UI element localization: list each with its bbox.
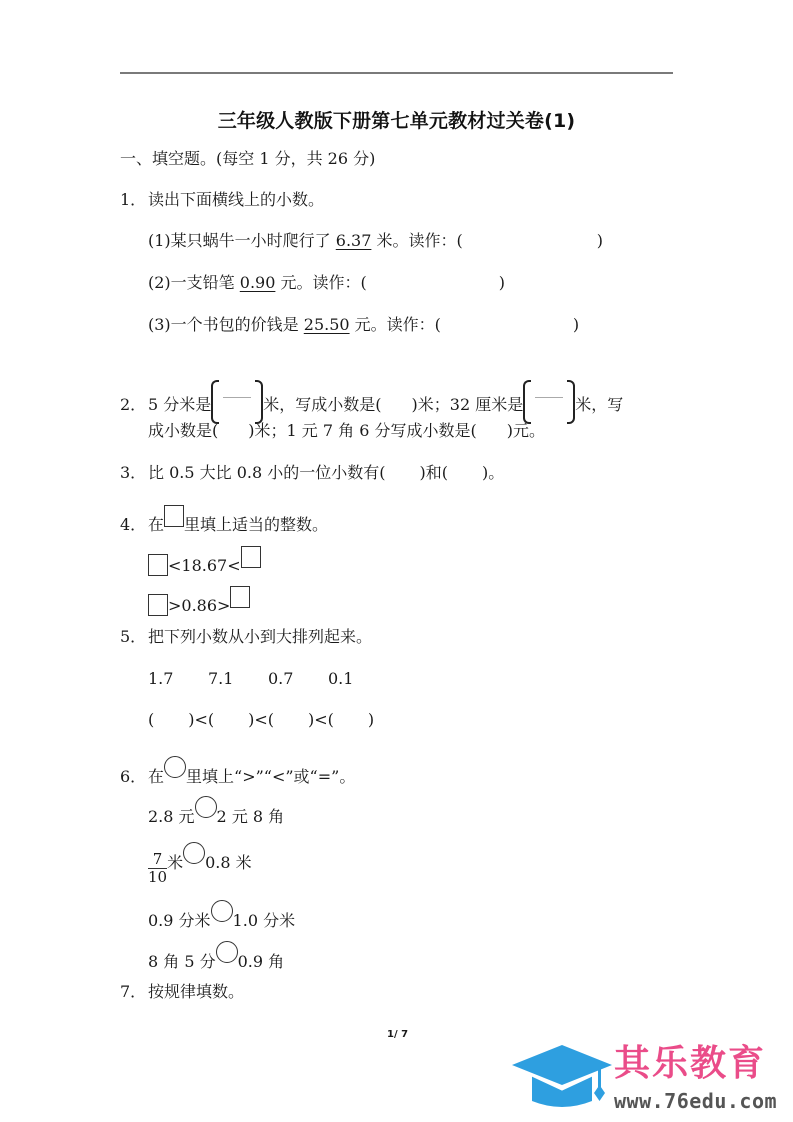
square-box-icon (164, 505, 184, 527)
question-4-row-1 (148, 546, 261, 577)
question-3 (120, 462, 504, 484)
section-heading: 一、填空题。(每空 1 分，共 26 分) (120, 149, 376, 168)
question-4 (120, 505, 328, 536)
question-4-row-2 (148, 586, 250, 617)
watermark-brand-name: 其乐教育 (614, 1043, 767, 1084)
comparison-item (148, 842, 252, 886)
question-5-numbers (148, 668, 368, 690)
compare-left: 8 角 5 分 (148, 952, 216, 971)
question-text: 里填上适当的整数。 (184, 515, 329, 534)
question-number: 3． (120, 463, 147, 482)
question-text: )。 (481, 463, 505, 482)
question-1-sub-1 (148, 230, 603, 252)
compare-circle[interactable] (211, 900, 233, 922)
question-text: )米；1 元 7 角 6 分写成小数是( (248, 421, 477, 440)
page-number: 1/ 7 (387, 1029, 409, 1040)
number-item: 0.7 (268, 669, 294, 688)
sub-text: (1)某只蜗牛一小时爬行了 (148, 231, 336, 250)
question-text: 里填上“>”“<”或“=”。 (186, 767, 356, 786)
paren-close: ) (367, 710, 375, 729)
question-text: 米，写 (575, 395, 624, 414)
sub-text: 元。读作：( (275, 273, 367, 292)
question-text: 成小数是( (148, 421, 219, 440)
bracket-right-icon (255, 380, 263, 424)
question-text: 按规律填数。 (148, 982, 245, 1001)
question-7 (120, 981, 244, 1003)
comparison-item (148, 900, 295, 932)
question-1-sub-2 (148, 272, 505, 294)
question-number: 6． (120, 767, 147, 786)
fraction (148, 851, 167, 886)
inequality-text: >0.86> (168, 596, 231, 615)
number-item: 1.7 (148, 669, 174, 688)
question-text: 在 (148, 515, 165, 534)
sub-text: 米。读作：( (371, 231, 463, 250)
fraction-bar (535, 397, 563, 398)
comparison-item (148, 941, 284, 973)
less-than-separator: )<( (248, 710, 275, 729)
compare-right: 1.0 分米 (232, 911, 296, 930)
compare-left: 米 (167, 853, 184, 872)
header-rule (120, 72, 673, 74)
fraction-denominator: 10 (148, 868, 168, 886)
compare-circle[interactable] (183, 842, 205, 864)
question-1 (120, 189, 324, 211)
fraction-numerator: 7 (148, 851, 167, 869)
paren-close: ) (596, 231, 603, 250)
inequality-text: <18.67< (168, 556, 241, 575)
compare-left: 0.9 分米 (148, 911, 211, 930)
question-text: 米，写成小数是( (263, 395, 382, 414)
bracket-left-icon (211, 380, 219, 424)
paren-open: ( (148, 710, 155, 729)
answer-box[interactable] (148, 594, 168, 616)
question-number: 2． (120, 395, 147, 414)
underlined-value: 0.90 (239, 273, 276, 292)
compare-circle[interactable] (195, 796, 217, 818)
sub-text: (2)一支铅笔 (148, 273, 240, 292)
answer-box[interactable] (230, 586, 250, 608)
underlined-value: 25.50 (303, 315, 350, 334)
fraction-bar (223, 397, 251, 398)
paren-close: ) (572, 315, 580, 334)
answer-box[interactable] (241, 546, 261, 568)
question-text: )元。 (506, 421, 545, 440)
question-5-ordering (148, 709, 374, 731)
sub-text: (3)一个书包的价钱是 (148, 315, 304, 334)
number-item: 0.1 (328, 669, 354, 688)
compare-right: 0.9 角 (237, 952, 285, 971)
less-than-separator: )<( (188, 710, 215, 729)
question-text: 比 0.5 大比 0.8 小的一位小数有( (148, 463, 386, 482)
page-title: 三年级人教版下册第七单元教材过关卷(1) (217, 110, 576, 132)
bracket-right-icon (567, 380, 575, 424)
comparison-item (148, 796, 284, 828)
question-6 (120, 756, 355, 788)
compare-right: 2 元 8 角 (216, 807, 285, 826)
circle-icon (164, 756, 186, 778)
question-text: 把下列小数从小到大排列起来。 (148, 627, 373, 646)
number-item: 7.1 (208, 669, 234, 688)
question-text: 在 (148, 767, 165, 786)
question-number: 4． (120, 515, 147, 534)
compare-right: 0.8 米 (205, 853, 252, 872)
question-text: )米；32 厘米是 (411, 395, 524, 414)
question-5 (120, 626, 372, 648)
question-1-sub-3 (148, 314, 579, 336)
question-2-line-2 (148, 420, 545, 442)
compare-left: 2.8 元 (148, 807, 195, 826)
graduation-cap-icon (510, 1043, 614, 1119)
paren-close: ) (498, 273, 505, 292)
watermark-url: www.76edu.com (614, 1089, 778, 1113)
less-than-separator: )<( (308, 710, 334, 729)
underlined-value: 6.37 (335, 231, 372, 250)
compare-circle[interactable] (216, 941, 238, 963)
question-number: 5． (120, 627, 147, 646)
question-number: 1． (120, 190, 147, 209)
question-text: )和( (419, 463, 448, 482)
question-text: 5 分米是 (148, 395, 212, 414)
bracket-left-icon (523, 380, 531, 424)
answer-box[interactable] (148, 554, 168, 576)
sub-text: 元。读作：( (349, 315, 441, 334)
question-number: 7． (120, 982, 147, 1001)
question-text: 读出下面横线上的小数。 (148, 190, 325, 209)
